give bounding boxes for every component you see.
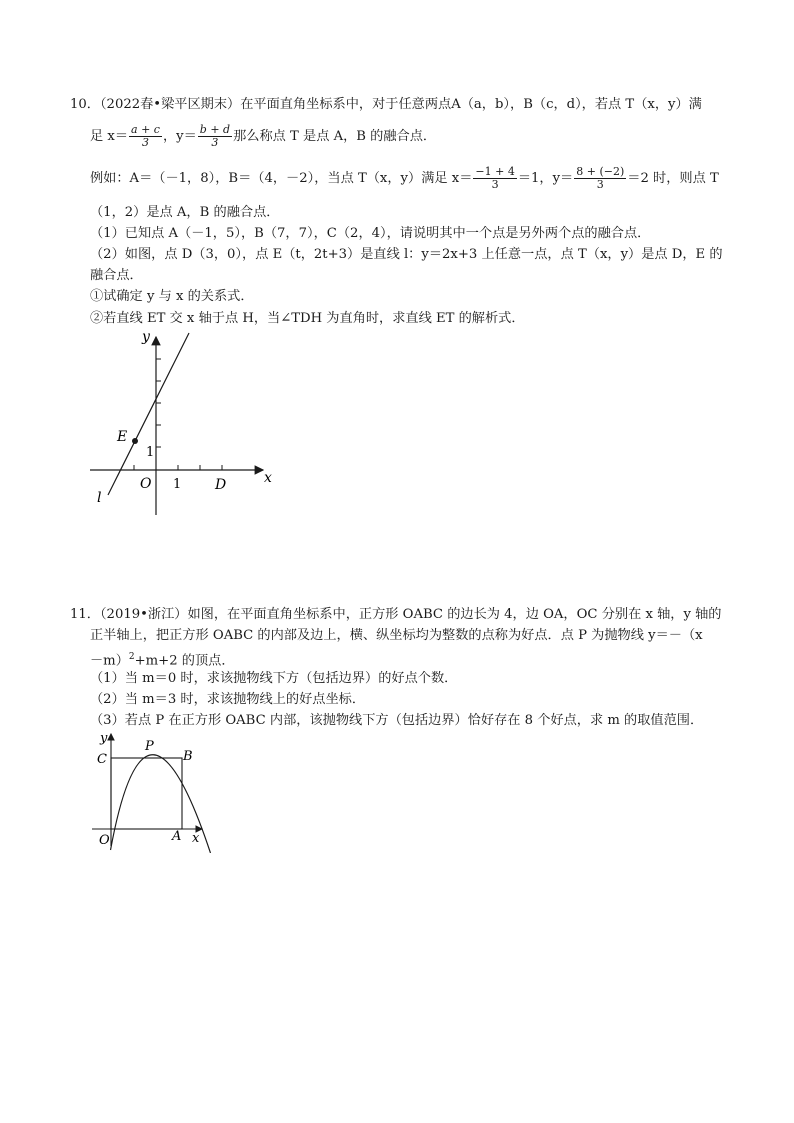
label-one-x: 1: [173, 477, 182, 492]
def-frac-x-num: a + c: [131, 123, 160, 136]
p11-line-2: 正半轴上，把正方形 OABC 的内部及边上，横、纵坐标均为整数的点称为好点．点 P 为抛物线 y＝－（x: [90, 628, 703, 643]
ex-prefix: 例如：A＝（－1，8），B＝（4，－2），当点 T（x，y）满足 x＝: [90, 171, 473, 186]
p11-question-2: （2）当 m＝3 时，求该抛物线上的好点坐标．: [90, 692, 366, 707]
def-suffix: 那么称点 T 是点 A，B 的融合点．: [233, 129, 437, 144]
label-p: P: [145, 739, 154, 754]
def-frac-y-num: b + d: [199, 123, 231, 136]
p10-header: 10．（2022春•梁平区期末）在平面直角坐标系中，对于任意两点: [70, 97, 452, 112]
p10-example-line2: （1，2）是点 A，B 的融合点．: [90, 205, 280, 220]
p10-question-2-line2: 融合点．: [90, 268, 143, 283]
label-y: y: [100, 731, 108, 746]
p11-line3b: +m+2 的顶点．: [134, 653, 235, 669]
p10-question-1: （1）已知点 A（－1，5），B（7，7），C（2，4），请说明其中一个点是另外两个点的融合点．: [90, 226, 651, 241]
ex-frac-x: [473, 166, 516, 191]
ex-frac-y: [574, 166, 626, 191]
ex-frac-x-den: 3: [491, 178, 499, 191]
square-oabc: [111, 758, 182, 829]
ex-suffix: ＝2 时，则点 T: [627, 171, 719, 186]
ex-frac-y-num: 8 + (−2): [576, 165, 625, 178]
def-frac-y: [198, 124, 232, 149]
def-prefix: 足 x＝: [90, 129, 129, 144]
p11-line3-exp: 2: [128, 652, 135, 662]
label-b: B: [183, 749, 193, 764]
label-x: x: [264, 470, 272, 486]
label-c: C: [97, 752, 107, 767]
label-a: A: [172, 829, 182, 844]
p11-line-3: [90, 648, 235, 670]
label-o: O: [99, 833, 110, 848]
ex-frac-y-den: 3: [596, 178, 604, 191]
def-frac-x-den: 3: [141, 136, 149, 149]
label-x: x: [192, 831, 200, 846]
def-mid: ，y＝: [162, 129, 197, 144]
label-o: O: [140, 476, 152, 492]
p11-line3a: －m）: [90, 653, 129, 669]
p11-figure: [90, 728, 220, 853]
p10-example: [90, 166, 719, 191]
def-frac-y-den: 3: [211, 136, 219, 149]
p10-sub-question-2: ②若直线 ET 交 x 轴于点 H，当∠TDH 为直角时，求直线 ET 的解析式．: [90, 311, 525, 326]
p11-question-1: （1）当 m＝0 时，求该抛物线下方（包括边界）的好点个数．: [90, 671, 458, 686]
point-e: [132, 438, 138, 444]
p10-definition: [90, 124, 436, 149]
p10-header-points: A（a，b），B（c，d），若点 T（x，y）满: [451, 97, 702, 112]
label-e: E: [117, 429, 128, 445]
label-d: D: [215, 477, 227, 493]
label-l: l: [97, 490, 102, 506]
label-one-y: 1: [146, 445, 155, 460]
label-y: y: [142, 329, 150, 345]
def-frac-x: [129, 124, 162, 149]
p10-header-line: [70, 96, 702, 114]
line-l: [108, 333, 189, 495]
p10-sub-question-1: ①试确定 y 与 x 的关系式．: [90, 289, 254, 304]
p10-figure: [85, 325, 285, 525]
ex-frac-x-num: −1 + 4: [475, 165, 515, 178]
p11-line-1: 11．（2019•浙江）如图，在平面直角坐标系中，正方形 OABC 的边长为 4，边 OA，OC 分别在 x 轴，y 轴的: [70, 607, 722, 622]
ex-mid: ＝1，y＝: [517, 171, 574, 186]
p11-question-3: （3）若点 P 在正方形 OABC 内部，该抛物线下方（包括边界）恰好存在 8 个好点，求 m 的取值范围．: [90, 713, 704, 728]
p10-question-2: （2）如图，点 D（3，0），点 E（t，2t+3）是直线 l：y＝2x+3 上任意一点，点 T（x，y）是点 D，E 的: [90, 247, 723, 262]
